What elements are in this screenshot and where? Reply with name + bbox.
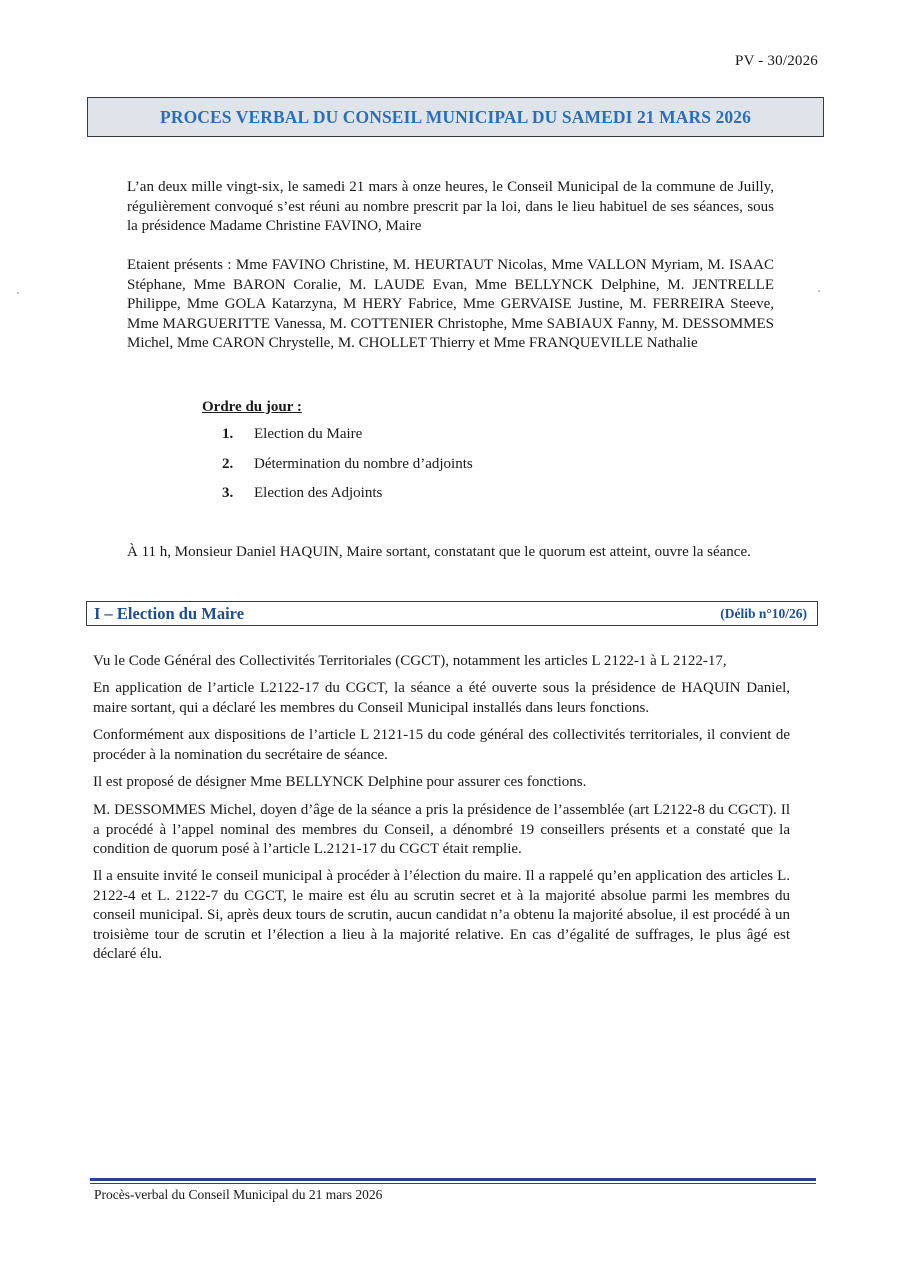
body-paragraph: M. DESSOMMES Michel, doyen d’âge de la séance a pris la présidence de l’assemblée (art L2122-8 du CGCT). Il a procédé à l’appel nominal des membres du Conseil, a dénombré 19 conseillers présents et a constaté que la condition de quorum posé à l’article L.2121-17 du CGCT était remplie. xyxy=(93,802,790,857)
agenda-item-number: 1. xyxy=(222,426,234,442)
agenda-item-label: Election des Adjoints xyxy=(254,485,383,501)
intro-paragraph: L’an deux mille vingt-six, le samedi 21 mars à onze heures, le Conseil Municipal de la commune de Juilly, régulièrement convoqué s’est réuni au nombre prescrit par la loi, dans le lieu habituel de ses séances, sous la présidence Madame Christine FAVINO, Maire xyxy=(127,179,774,234)
footer-rule-thin xyxy=(90,1183,816,1184)
footer-text: Procès-verbal du Conseil Municipal du 21 mars 2026 xyxy=(94,1187,383,1202)
body-paragraph: Il a ensuite invité le conseil municipal à procéder à l’élection du maire. Il a rappelé qu’en application des articles L. 2122-4 et L. 2122-7 du CGCT, le maire est élu au scrutin secret et à la majorité absolue parmi les membres du conseil municipal. Si, après deux tours de scrutin, aucun candidat n’a obtenu la majorité absolue, il est procédé à un troisième tour de scrutin et l’élection a lieu à la majorité relative. En cas d’égalité de suffrages, le plus âgé est déclaré élu. xyxy=(93,868,790,962)
scan-speck xyxy=(818,290,820,292)
agenda-item-label: Détermination du nombre d’adjoints xyxy=(254,455,473,472)
attendees-paragraph: Etaient présents : Mme FAVINO Christine, M. HEURTAUT Nicolas, Mme VALLON Myriam, M. ISAAC Stéphane, Mme BARON Coralie, M. LAUDE Evan, Mme BELLYNCK Delphine, M. JENTRELLE Philippe, Mme GOLA Katarzyna, M HERY Fabrice, Mme GERVAISE Justine, M. FERREIRA Steeve, Mme MARGUERITTE Vanessa, M. COTTENIER Christophe, Mme SABIAUX Fanny, M. DESSOMMES Michel, Mme CARON Chrystelle, M. CHOLLET Thierry et Mme FRANQUEVILLE Nathalie xyxy=(127,257,774,351)
opening-paragraph: À 11 h, Monsieur Daniel HAQUIN, Maire sortant, constatant que le quorum est atteint, ouvre la séance. xyxy=(127,544,751,560)
document-title-box xyxy=(87,97,824,137)
agenda xyxy=(202,399,473,515)
agenda-item xyxy=(202,485,473,515)
agenda-item-number: 2. xyxy=(222,455,234,472)
body-paragraph: Il est proposé de désigner Mme BELLYNCK Delphine pour assurer ces fonctions. xyxy=(93,774,587,790)
agenda-title: Ordre du jour : xyxy=(202,399,302,415)
document-title: PROCES VERBAL DU CONSEIL MUNICIPAL DU SAMEDI 21 MARS 2026 xyxy=(160,106,751,127)
document-reference: PV - 30/2026 xyxy=(735,53,818,69)
body-paragraph: En application de l’article L2122-17 du CGCT, la séance a été ouverte sous la présidence de HAQUIN Daniel, maire sortant, qui a déclaré les membres du Conseil Municipal installés dans leurs fonctions. xyxy=(93,680,790,716)
agenda-item-label: Election du Maire xyxy=(254,426,363,442)
footer-rule xyxy=(90,1178,816,1181)
agenda-item xyxy=(202,426,473,456)
agenda-item-number: 3. xyxy=(222,485,234,501)
scan-speck xyxy=(17,292,19,294)
body-paragraph: Conformément aux dispositions de l’article L 2121-15 du code général des collectivités territoriales, il convient de procéder à la nomination du secrétaire de séance. xyxy=(93,727,790,763)
deliberation-reference: (Délib n°10/26) xyxy=(720,605,807,621)
section-title: I – Election du Maire xyxy=(94,603,245,623)
body-paragraph: Vu le Code Général des Collectivités Territoriales (CGCT), notamment les articles L 2122-1 à L 2122-17, xyxy=(93,653,727,669)
section-header-election-maire xyxy=(86,601,818,626)
agenda-item xyxy=(202,456,473,486)
